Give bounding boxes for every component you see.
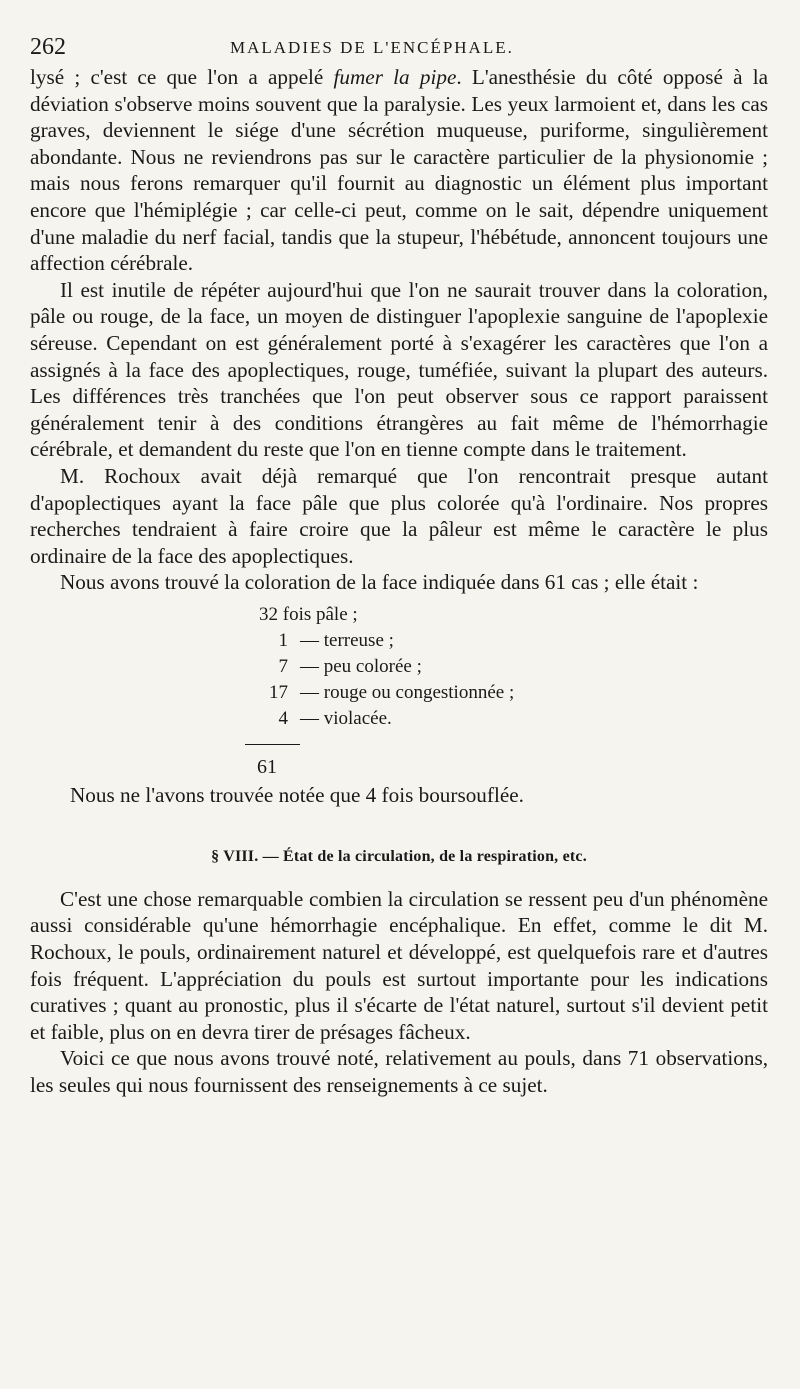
table-count: 7 — [278, 655, 288, 677]
page-number: 262 — [30, 34, 66, 60]
after-table-note: Nous ne l'avons trouvée notée que 4 fois boursouflée. — [70, 782, 524, 807]
coloration-table — [30, 602, 768, 834]
paragraph-1-end: . L'anesthésie du côté opposé à la déviation s'observe moins souvent que la paralysie. Les yeux larmoient et, dans les cas graves, deviennent le siége d'une sécrétion muqueuse, puriforme, singulièrement abondante. Nous ne reviendrons pas sur le caractère particulier de la physionomie ; mais nous ferons remarquer qu'il fournit au diagnostic un élément plus important encore que l'hémiplégie ; car celle-ci peut, comme on le sait, dépendre uniquement d'une maladie du nerf facial, tandis que la stupeur, l'hébétude, annoncent toujours une affection cérébrale. — [30, 65, 768, 276]
table-total: 61 — [257, 755, 277, 778]
table-label: fois pâle ; — [282, 603, 358, 625]
section-paragraph-2: Voici ce que nous avons trouvé noté, relativement au pouls, dans 71 observations, les seules qui nous fournissent des renseignements à ce sujet. — [30, 1046, 768, 1098]
table-count: 32 — [259, 603, 278, 625]
table-row-text — [259, 602, 589, 628]
table-label: — peu colorée ; — [300, 655, 422, 677]
section-paragraph-1: C'est une chose remarquable combien la circulation se ressent peu d'un phénomène aussi considérable qu'une hémorrhagie encéphalique. En effet, comme le dit M. Rochoux, le pouls, ordinairement naturel et développé, est quelquefois rare et d'autres fois fréquent. L'appréciation du pouls est surtout importante pour les indications curatives ; quant au pronostic, plus il s'écarte de l'état naturel, surtout s'il devient petit et faible, plus on en devra tirer de présages fâcheux. — [30, 886, 768, 1044]
table-label: — violacée. — [300, 707, 392, 729]
sum-rule — [245, 744, 300, 745]
table-count: 1 — [278, 629, 288, 651]
table-count: 17 — [269, 681, 288, 703]
running-title: MALADIES DE L'ENCÉPHALE. — [230, 38, 514, 57]
paragraph-1-emphasis: fumer la pipe — [333, 65, 457, 89]
table-count: 4 — [278, 707, 288, 729]
paragraph-1-start: lysé ; c'est ce que l'on a appelé — [30, 65, 334, 89]
table-label: — terreuse ; — [300, 629, 394, 651]
paragraph-4: Nous avons trouvé la coloration de la face indiquée dans 61 cas ; elle était : — [60, 570, 699, 595]
paragraph-2: Il est inutile de répéter aujourd'hui que l'on ne saurait trouver dans la coloration, pâle ou rouge, de la face, un moyen de distinguer l'apoplexie sanguine de l'apoplexie séreuse. Cependant on est généralement porté à s'exagérer les caractères que l'on a assignés à la face des apoplectiques, rouge, tuméfiée, suivant la plupart des auteurs. Les différences très tranchées que l'on peut observer sous ce rapport paraissent généralement tenir à des conditions étrangères au fait même de l'hémorrhagie cérébrale, et demandent du reste que l'on en tienne compte dans le traitement. — [30, 277, 768, 462]
running-head — [30, 28, 768, 64]
section-heading: § VIII. — État de la circulation, de la respiration, etc. — [211, 847, 587, 865]
paragraph-1 — [30, 64, 768, 277]
paragraph-3: M. Rochoux avait déjà remarqué que l'on rencontrait presque autant d'apoplectiques ayant la face pâle que plus colorée qu'à l'ordinaire. Nos propres recherches tendraient à faire croire que la pâleur est même le caractère le plus ordinaire de la face des apoplectiques. — [30, 463, 768, 568]
book-page — [30, 28, 768, 1099]
table-label: — rouge ou congestionnée ; — [300, 681, 515, 703]
